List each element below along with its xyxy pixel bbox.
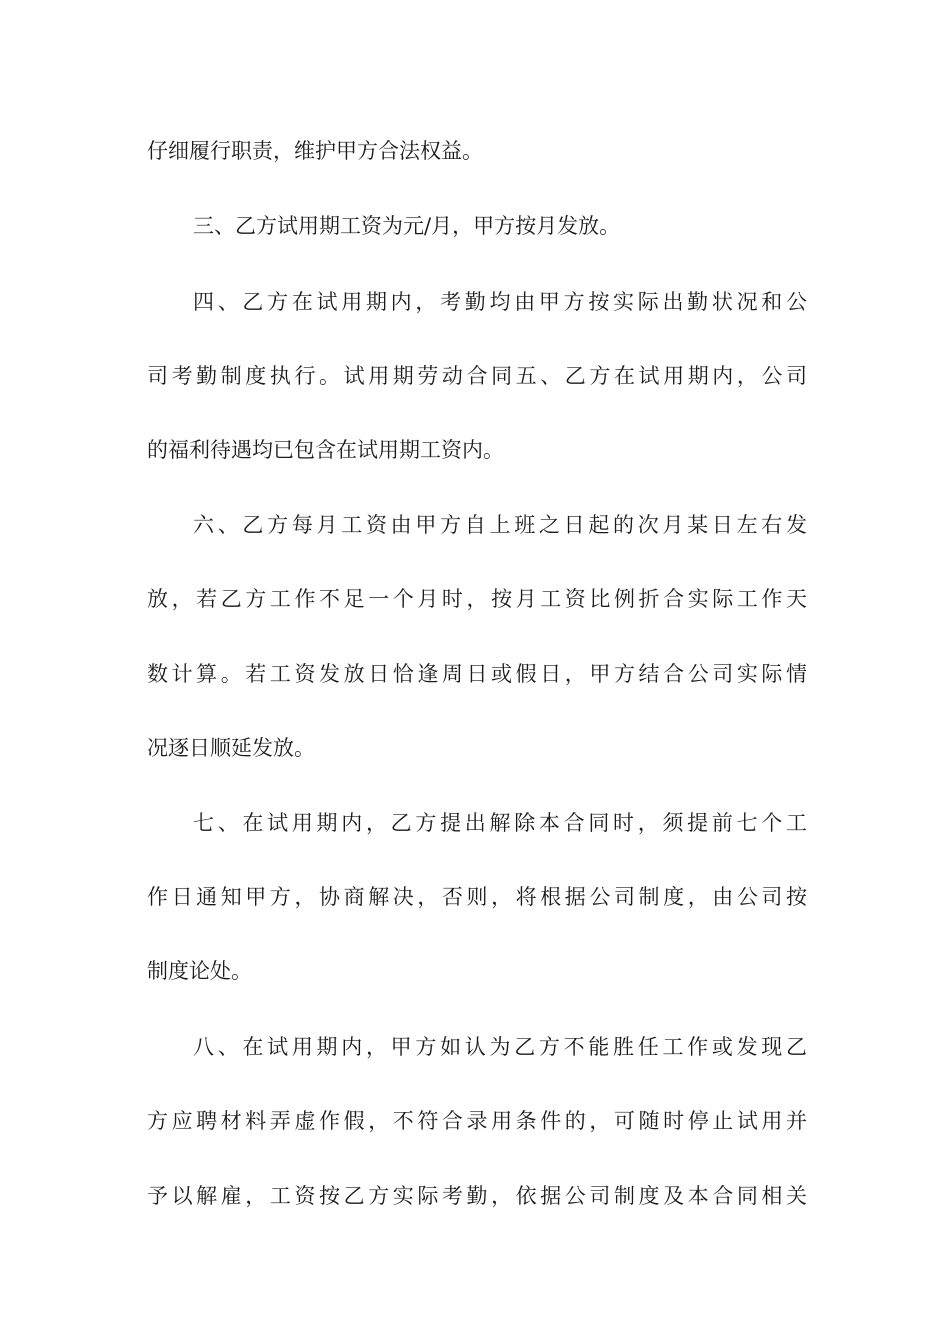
paragraph-line: 制度论处。: [147, 959, 252, 983]
paragraph-line: 六、乙方每月工资由甲方自上班之日起的次月某日左右发: [193, 513, 807, 537]
paragraph-line: 作日通知甲方，协商解决，否则，将根据公司制度，由公司按: [147, 885, 807, 909]
paragraph-line: 八、在试用期内，甲方如认为乙方不能胜任工作或发现乙: [193, 1035, 807, 1059]
paragraph-line: 四、乙方在试用期内，考勤均由甲方按实际出勤状况和公: [193, 290, 807, 314]
paragraph-line: 放，若乙方工作不足一个月时，按月工资比例折合实际工作天: [147, 587, 807, 611]
paragraph-line: 方应聘材料弄虚作假，不符合录用条件的，可随时停止试用并: [147, 1109, 807, 1133]
paragraph-line: 司考勤制度执行。试用期劳动合同五、乙方在试用期内，公司: [147, 364, 807, 388]
paragraph-line: 三、乙方试用期工资为元/月，甲方按月发放。: [193, 214, 621, 238]
paragraph-line: 数计算。若工资发放日恰逢周日或假日，甲方结合公司实际情: [147, 662, 807, 686]
paragraph-line: 七、在试用期内，乙方提出解除本合同时，须提前七个工: [193, 811, 807, 835]
paragraph-line: 予以解雇，工资按乙方实际考勤，依据公司制度及本合同相关: [147, 1184, 807, 1208]
paragraph-line: 的福利待遇均已包含在试用期工资内。: [147, 438, 504, 462]
paragraph-line: 仔细履行职责，维护甲方合法权益。: [147, 139, 483, 163]
paragraph-line: 况逐日顺延发放。: [147, 736, 315, 760]
